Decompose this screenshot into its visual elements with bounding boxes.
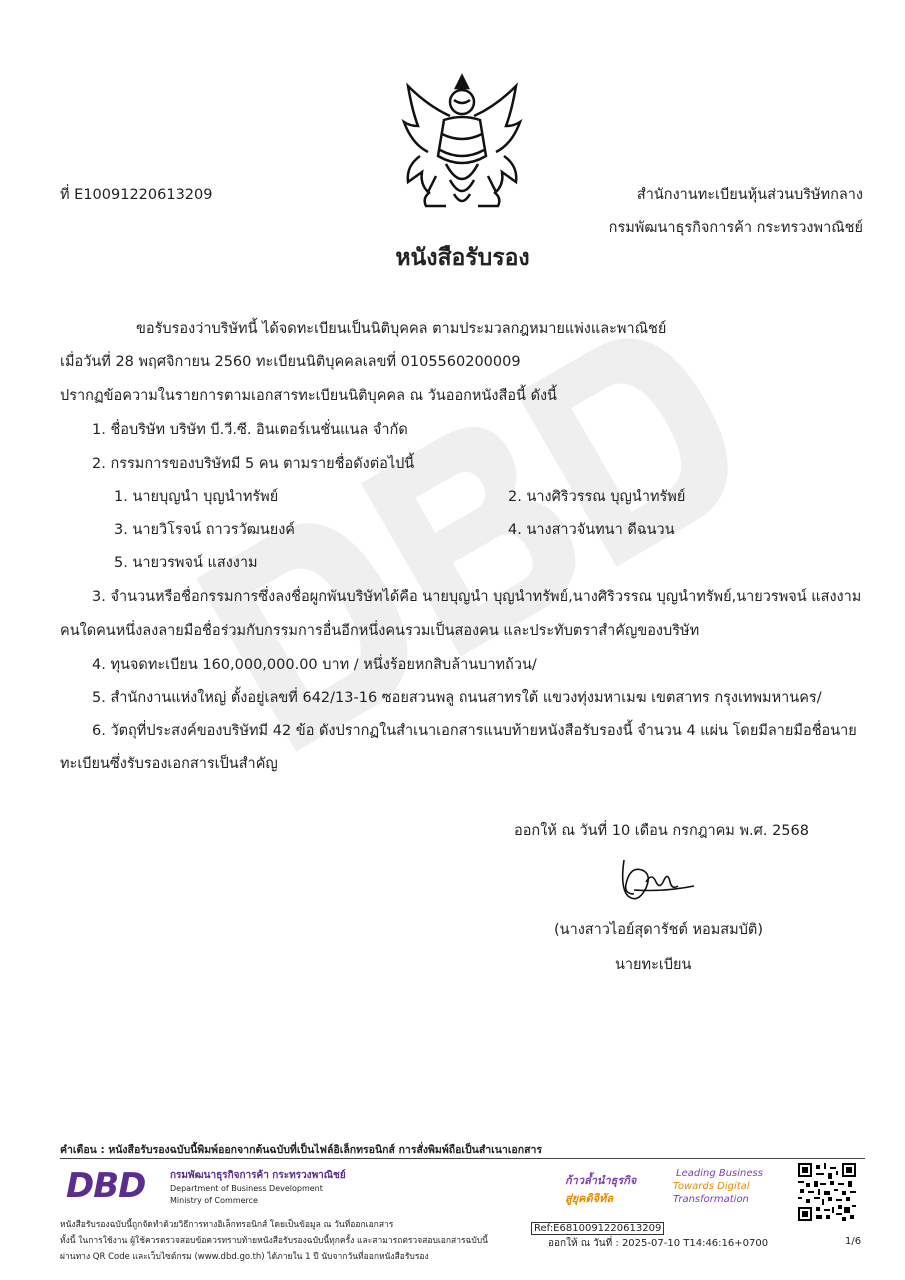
page-number: 1/6 [845,1236,862,1247]
qr-code-icon[interactable] [798,1163,856,1221]
reference-number-value: Ref:E6810091220613209 [531,1222,664,1235]
dept-name-en-1: Department of Business Development [170,1184,323,1193]
slogan-th-1: ก้าวล้ำนำธุรกิจ [565,1174,637,1187]
footer-note-2: ทั้งนี้ ในการใช้งาน ผู้ใช้ควรตรวจสอบข้อควรทราบท้ายหนังสือรับรองฉบับนี้ทุกครั้ง และสามารถตรวจสอบเอกสารฉบับนี้ [60,1236,488,1246]
slogan-en-1: Leading Business [676,1168,763,1179]
slogan-en-2: Towards Digital [673,1181,750,1192]
issue-date: ออกให้ ณ วันที่ 10 เดือน กรกฎาคม พ.ศ. 2568 [514,823,809,839]
footer-warning: คำเตือน : หนังสือรับรองฉบับนี้พิมพ์ออกจากต้นฉบับที่เป็นไฟล์อิเล็กทรอนิกส์ การสั่งพิมพ์ถือเป็นสำเนาเอกสาร [60,1144,543,1156]
registrar-name: (นางสาวไอย์สุดารัชต์ หอมสมบัติ) [554,922,763,938]
footer-note-1: หนังสือรับรองฉบับนี้ถูกจัดทำด้วยวิธีการทางอิเล็กทรอนิกส์ โดยเป็นข้อมูล ณ วันที่ออกเอกสาร [60,1220,394,1230]
office-line-1: สำนักงานทะเบียนหุ้นส่วนบริษัทกลาง [636,187,863,203]
footer-divider [60,1158,865,1159]
director-1: 1. นายบุญนำ บุญนำทรัพย์ [114,489,279,505]
document-title: หนังสือรับรอง [395,245,530,271]
issued-timestamp: ออกให้ ณ วันที่ : 2025-07-10 T14:46:16+0700 [548,1238,769,1249]
registrar-signature [614,852,698,904]
item-signatories-line-2: คนใดคนหนึ่งลงลายมือชื่อร่วมกับกรรมการอื่นอีกหนึ่งคนรวมเป็นสองคน และประทับตราสำคัญของบริษัท [60,623,700,639]
dbd-logo: DBD [66,1166,146,1206]
document-number [60,183,213,206]
item-company-name: 1. ชื่อบริษัท บริษัท บี.วี.ซี. อินเตอร์เนชั่นแนล จำกัด [92,422,408,438]
item-objectives-line-2: ทะเบียนซึ่งรับรองเอกสารเป็นสำคัญ [60,756,278,772]
intro-line-2: เมื่อวันที่ 28 พฤศจิกายน 2560 ทะเบียนนิติบุคคลเลขที่ 0105560200009 [60,354,521,370]
footer-note-3: ผ่านทาง QR Code และเว็บไซต์กรม (www.dbd.go.th) ได้ภายใน 1 ปี นับจากวันที่ออกหนังสือรับรอง [60,1252,429,1262]
dept-name-en-2: Ministry of Commerce [170,1196,258,1205]
director-2: 2. นางศิริวรรณ บุญนำทรัพย์ [508,489,686,505]
dept-name-th: กรมพัฒนาธุรกิจการค้า กระทรวงพาณิชย์ [170,1170,346,1181]
director-5: 5. นายวรพจน์ แสงงาม [114,555,258,571]
item-registered-capital: 4. ทุนจดทะเบียน 160,000,000.00 บาท / หนึ่งร้อยหกสิบล้านบาทถ้วน/ [92,657,537,673]
item-head-office: 5. สำนักงานแห่งใหญ่ ตั้งอยู่เลขที่ 642/13-16 ซอยสวนพลู ถนนสาทรใต้ แขวงทุ่งมหาเมฆ เขตสาทร กรุงเทพมหานคร/ [92,690,822,706]
registrar-title: นายทะเบียน [615,957,692,973]
document-number-label: ที่ [60,187,70,203]
intro-line-1: ขอรับรองว่าบริษัทนี้ ได้จดทะเบียนเป็นนิติบุคคล ตามประมวลกฎหมายแพ่งและพาณิชย์ [136,321,667,337]
document-number-value: E10091220613209 [74,187,213,203]
intro-line-3: ปรากฏข้อความในรายการตามเอกสารทะเบียนนิติบุคคล ณ วันออกหนังสือนี้ ดังนี้ [60,388,557,404]
item-signatories-line-1: 3. จำนวนหรือชื่อกรรมการซึ่งลงชื่อผูกพันบริษัทได้คือ นายบุญนำ บุญนำทรัพย์,นางศิริวรรณ บุญนำทรัพย์,นายวรพจน์ แสงงาม [92,589,862,605]
item-objectives-line-1: 6. วัตถุที่ประสงค์ของบริษัทมี 42 ข้อ ดังปรากฏในสำเนาเอกสารแนบท้ายหนังสือรับรองนี้ จำนวน 4 แผ่น โดยมีลายมือชื่อนาย [92,723,857,739]
reference-number [531,1216,664,1235]
director-4: 4. นางสาวจันทนา ดีฉนวน [508,522,675,538]
director-3: 3. นายวิโรจน์ ถาวรวัฒนยงค์ [114,522,296,538]
office-line-2: กรมพัฒนาธุรกิจการค้า กระทรวงพาณิชย์ [608,220,863,236]
garuda-emblem-icon [400,72,524,212]
slogan-th-2: สู่ยุคดิจิทัล [565,1192,614,1205]
item-directors-count: 2. กรรมการของบริษัทมี 5 คน ตามรายชื่อดังต่อไปนี้ [92,456,415,472]
slogan-en-3: Transformation [673,1194,749,1205]
